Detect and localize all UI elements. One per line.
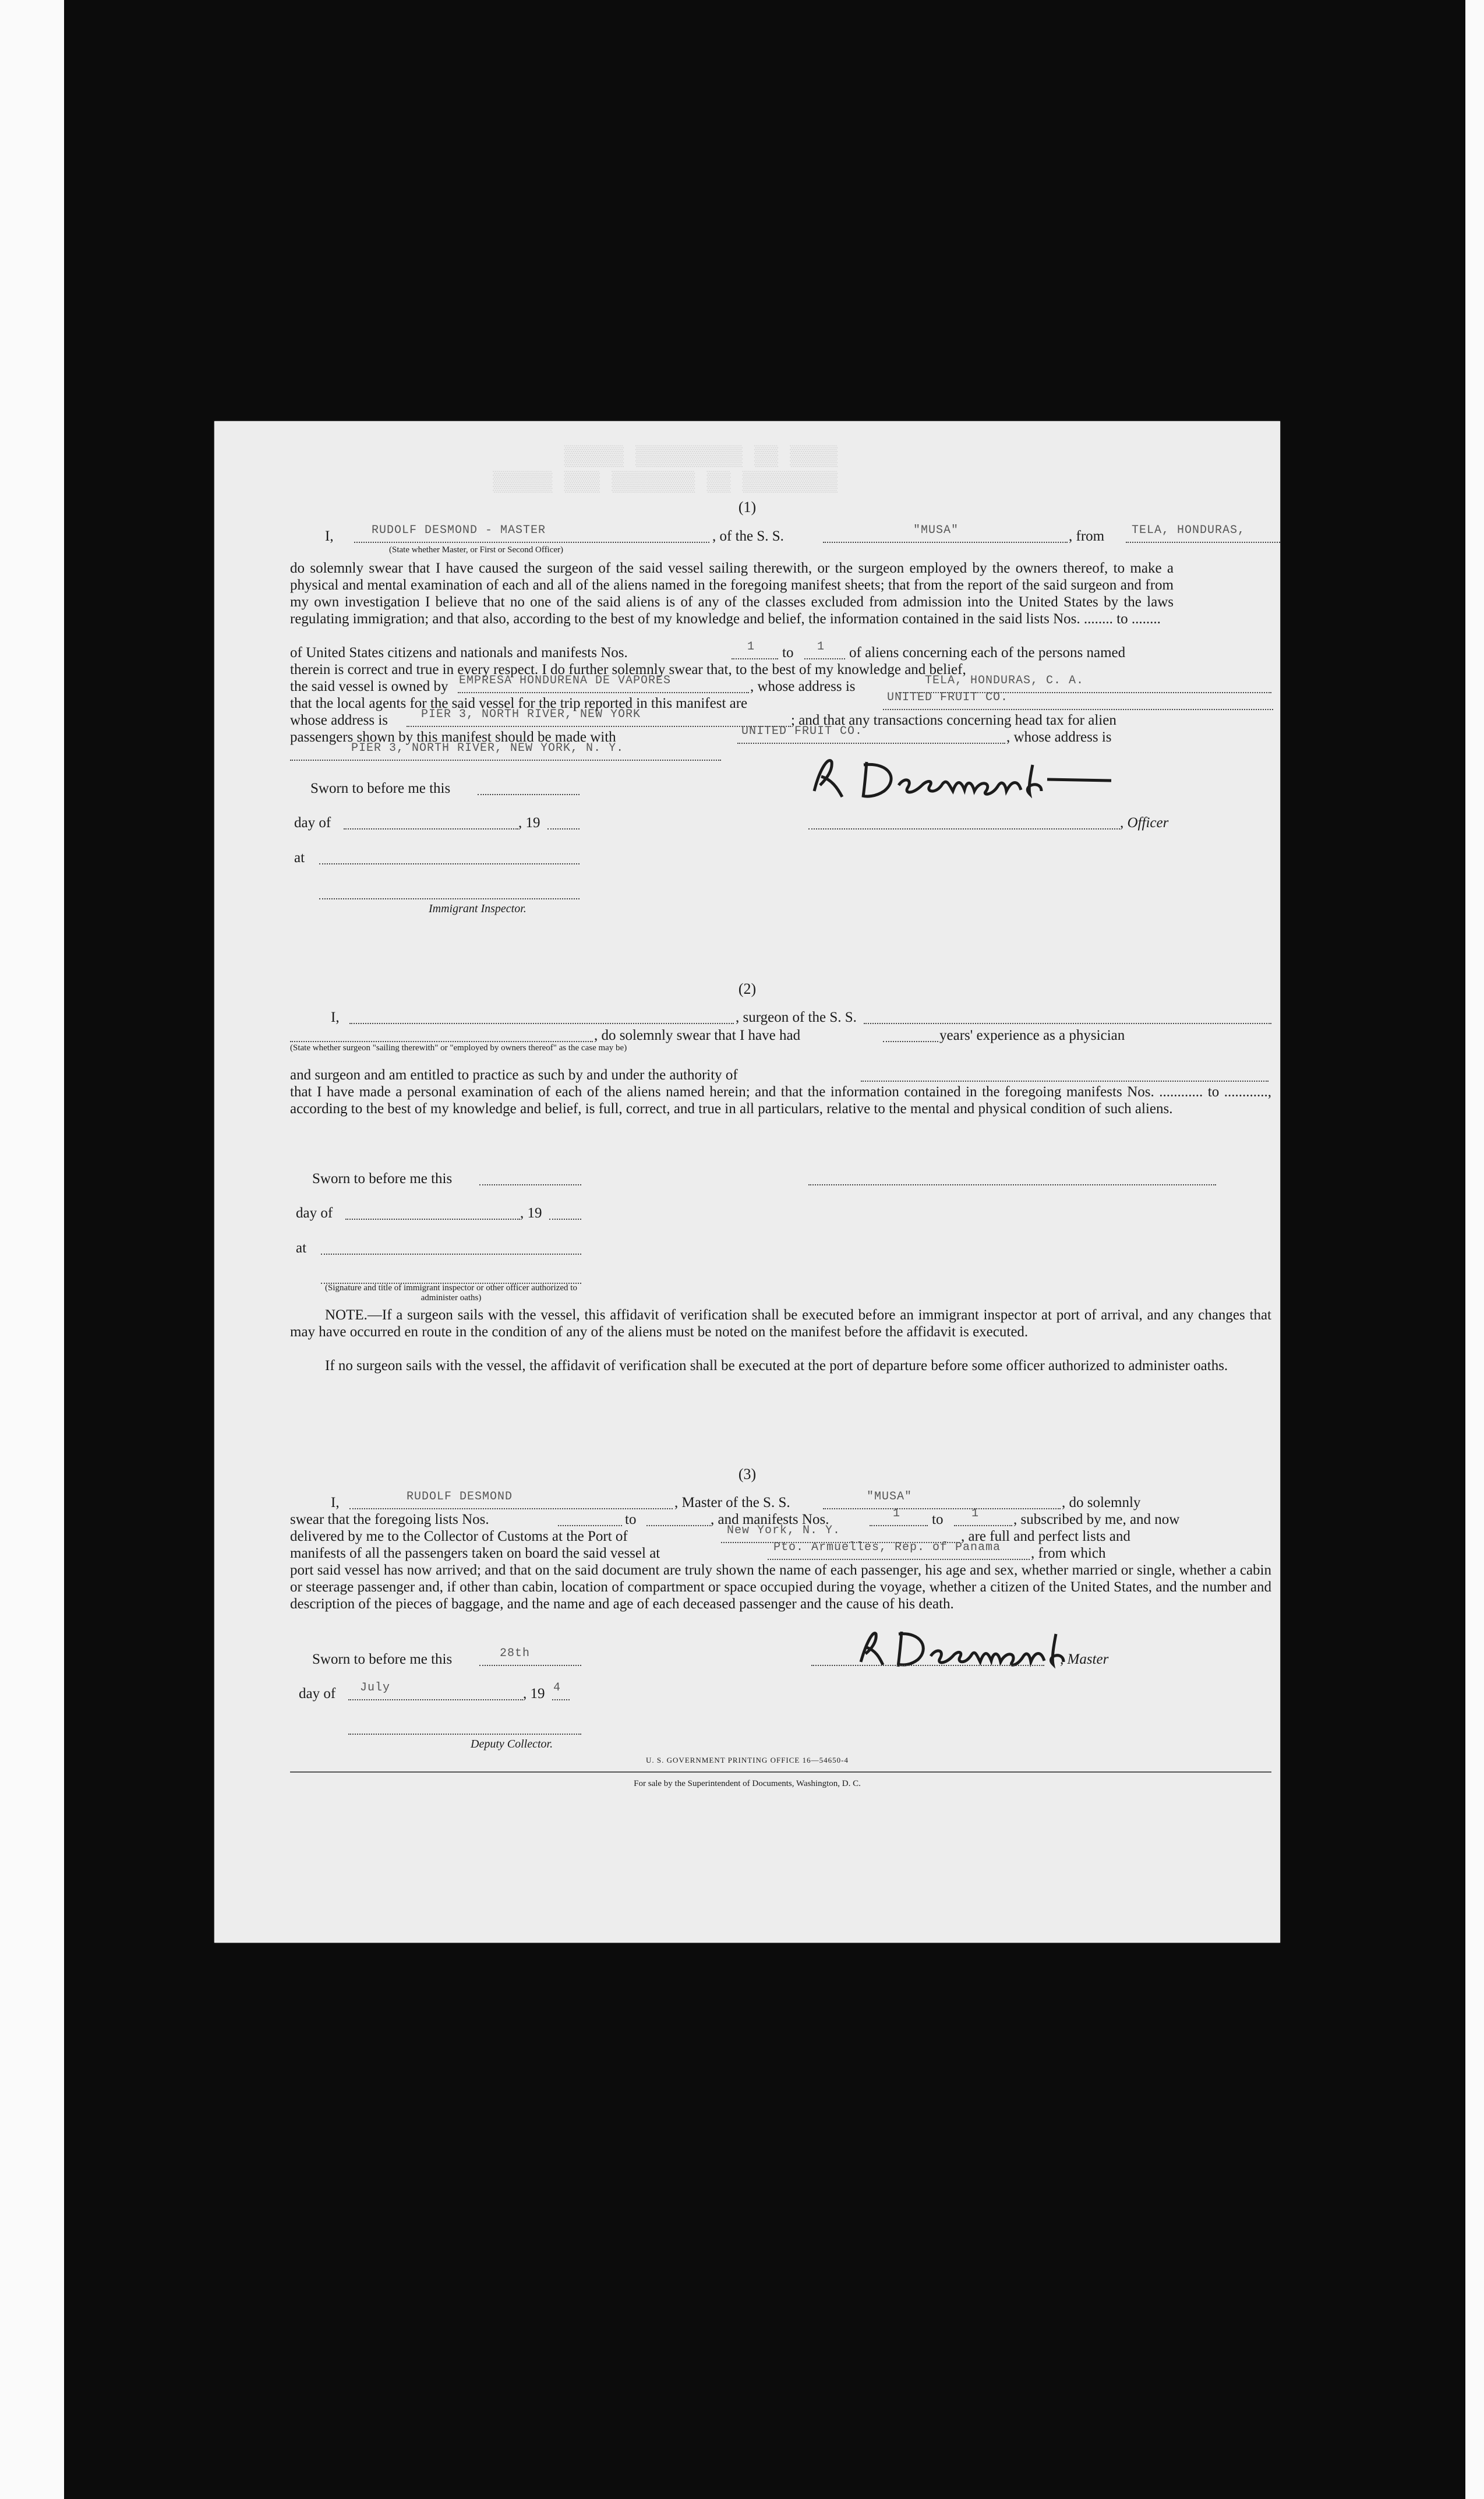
- owned-text-b: , whose address is: [750, 679, 856, 694]
- deputy-signature-line: [348, 1720, 581, 1735]
- agents-address-label: whose address is: [290, 712, 388, 728]
- master-paragraph: port said vessel has now arrived; and that on the said document are truly shown the name of each passenger, his age and sex, whether married or single, whether a cabin or steerage passenger and, if other than cabin, location of compartment or space occupied during the voyage, whether a citizen of the United States, and the number and description of the pieces of baggage, and the name and age of each deceased passenger and the cause of his death.: [290, 1562, 1271, 1612]
- surgeon-of-text: , surgeon of the S. S.: [736, 1010, 857, 1025]
- year-typed: 4: [553, 1681, 561, 1695]
- year-line: [547, 814, 580, 830]
- sworn-line: [479, 1170, 581, 1185]
- at-label: at: [294, 850, 305, 866]
- text-i: I,: [331, 1010, 340, 1025]
- sworn-line: [478, 780, 580, 795]
- at-line: [319, 849, 580, 864]
- inspector-caption: Immigrant Inspector.: [429, 902, 527, 915]
- manifest-to-typed: 1: [971, 1507, 980, 1520]
- for-sale-note: For sale by the Superintendent of Documents, Washington, D. C.: [634, 1779, 861, 1788]
- subscribed-text: , subscribed by me, and now: [1013, 1512, 1180, 1527]
- passengers-agent-typed: UNITED FRUIT CO.: [741, 725, 863, 738]
- manifest-to-typed: 1: [817, 640, 825, 654]
- sworn-label: Sworn to before me this: [310, 781, 451, 796]
- printing-office-imprint: U. S. GOVERNMENT PRINTING OFFICE 16—54650-4: [646, 1756, 849, 1764]
- scan-margin-left: [0, 0, 64, 2499]
- text-to: to: [782, 645, 794, 661]
- at-line: [321, 1240, 581, 1255]
- master-of-text: , Master of the S. S.: [674, 1495, 790, 1510]
- ship-name-typed: "MUSA": [913, 524, 959, 537]
- manifests-text-a: of United States citizens and nationals and manifests Nos.: [290, 645, 628, 661]
- affidavit-page: [214, 421, 1280, 1943]
- lists-text: swear that the foregoing lists Nos.: [290, 1512, 489, 1527]
- collector-text: delivered by me to the Collector of Customs at the Port of: [290, 1529, 628, 1544]
- passengers-address-typed: PIER 3, NORTH RIVER, NEW YORK, N. Y.: [351, 742, 624, 755]
- year-label: , 19: [520, 1205, 542, 1221]
- day-of-line: [344, 814, 518, 830]
- officer-caption: (Signature and title of immigrant inspector or other officer authorized to administer oaths): [325, 1283, 577, 1303]
- surgeon-paragraph: that I have made a personal examination of each of the aliens named herein; and that the information contained in the foregoing manifests Nos. ............ to ............, according to the best of my knowledge and belief, is full, correct, and true in all particulars, relative to the mental and physical condition of such aliens.: [290, 1084, 1271, 1117]
- lists-to-line: [646, 1511, 711, 1526]
- master-name-caption: (State whether Master, or First or Second Officer): [389, 545, 564, 555]
- officer-label: , Officer: [1120, 815, 1169, 831]
- head-tax-text: ; and that any transactions concerning head tax for alien: [791, 712, 1116, 728]
- ship-name-typed: "MUSA": [867, 1490, 913, 1503]
- master-signature-line: [811, 1651, 1044, 1666]
- surgeon-ship-line: [864, 1009, 1271, 1024]
- note-paragraph-2: If no surgeon sails with the vessel, the affidavit of verification shall be executed at the port of departure before some officer authorized to administer oaths.: [325, 1358, 1228, 1374]
- sworn-label: Sworn to before me this: [312, 1651, 453, 1667]
- master-name-typed: RUDOLF DESMOND: [407, 1490, 513, 1503]
- officer-signature-line: [808, 814, 1120, 830]
- sworn-line: [479, 1651, 581, 1666]
- owner-typed: EMPRESA HONDURENA DE VAPORES: [459, 674, 672, 687]
- year-label: , 19: [523, 1686, 545, 1702]
- year-label: , 19: [518, 815, 540, 831]
- lists-to-text: to: [625, 1512, 637, 1527]
- master-name-typed: RUDOLF DESMOND - MASTER: [372, 524, 546, 537]
- sworn-label: Sworn to before me this: [312, 1171, 453, 1187]
- officer-signature: [797, 744, 1123, 809]
- month-typed: July: [360, 1681, 391, 1695]
- surgeon-type-caption: (State whether surgeon "sailing therewith" or "employed by owners thereof" as the case may be): [290, 1043, 627, 1053]
- ship-name-line: [823, 1494, 1061, 1509]
- sworn-day-typed: 28th: [500, 1647, 531, 1660]
- passengers-text-a: passengers shown by this manifest should be made with: [290, 729, 616, 745]
- text-from: , from: [1069, 528, 1105, 544]
- from-which-text: , from which: [1031, 1545, 1106, 1561]
- text-i: I,: [331, 1495, 340, 1510]
- passengers-text-b: , whose address is: [1006, 729, 1112, 745]
- section-number: (1): [738, 499, 757, 516]
- do-solemnly-text: , do solemnly: [1062, 1495, 1141, 1510]
- text-of-ss: , of the S. S.: [712, 528, 784, 544]
- authority-line: [861, 1067, 1269, 1082]
- swear-text: , do solemnly swear that I have had: [594, 1028, 801, 1043]
- from-port-typed: TELA, HONDURAS,: [1132, 524, 1246, 537]
- boarded-port-typed: Pto. Armuelles, Rep. of Panama: [773, 1541, 1001, 1554]
- at-label: at: [296, 1240, 307, 1256]
- scan-margin-right: [1465, 0, 1484, 2499]
- manifest-from-typed: 1: [747, 640, 755, 654]
- day-of-line: [345, 1205, 520, 1220]
- oath-paragraph-1: do solemnly swear that I have caused the surgeon of the said vessel sailing therewith, or the surgeon employed by the owners thereof, to make a physical and mental examination of each and all of the aliens named in the foregoing manifest sheets; that from the report of the said surgeon and from my own investigation I believe that no one of the said aliens is of any of the classes excluded from admission into the United States by the laws regulating immigration; and that also, according to the best of my knowledge and belief, the information contained in the said lists Nos. ........ to ........: [290, 560, 1174, 627]
- owned-text-a: the said vessel is owned by: [290, 679, 448, 694]
- surgeon-name-line: [349, 1009, 734, 1024]
- lists-from-line: [558, 1511, 622, 1526]
- agents-address-typed: PIER 3, NORTH RIVER, NEW YORK: [421, 708, 641, 721]
- full-lists-text: , are full and perfect lists and: [961, 1529, 1130, 1544]
- years-line: [883, 1027, 938, 1042]
- authority-text: and surgeon and am entitled to practice as such by and under the authority of: [290, 1067, 738, 1083]
- section-number: (2): [738, 980, 757, 997]
- day-of-label: day of: [294, 815, 331, 831]
- footer-rule: [290, 1771, 1271, 1773]
- day-of-label: day of: [296, 1205, 333, 1221]
- day-of-label: day of: [299, 1686, 336, 1702]
- owner-address-typed: TELA, HONDURAS, C. A.: [925, 674, 1084, 687]
- deputy-caption: Deputy Collector.: [471, 1738, 553, 1750]
- manifest-from-typed: 1: [893, 1507, 901, 1520]
- agents-text: that the local agents for the said vessel for the trip reported in this manifest are: [290, 696, 748, 711]
- surgeon-signature-line: [808, 1170, 1216, 1185]
- surgeon-type-line: [290, 1027, 593, 1042]
- years-text: years' experience as a physician: [939, 1028, 1125, 1043]
- boarded-text: manifests of all the passengers taken on board the said vessel at: [290, 1545, 660, 1561]
- port-typed: New York, N. Y.: [727, 1524, 841, 1537]
- manifests-text: , and manifests Nos.: [711, 1512, 829, 1527]
- year-line: [549, 1205, 581, 1220]
- inspector-signature-line: [319, 884, 580, 899]
- oath-line-respect: therein is correct and true in every respect. I do further solemnly swear that, to the best of my knowledge and belief,: [290, 662, 966, 677]
- master-label: , Master: [1060, 1651, 1109, 1667]
- manifest-to-text: to: [932, 1512, 944, 1527]
- manifests-text-b: of aliens concerning each of the persons named: [849, 645, 1126, 661]
- reverse-side-bleedthrough: ▒▒▒▒ ▒▒ ▒▒▒▒▒▒▒▒▒ ▒▒▒▒▒ ▒▒▒▒▒▒▒▒ ▒▒ ▒▒▒▒▒▒▒ ▒▒▒ ▒▒▒▒▒: [493, 446, 838, 494]
- manifest-to-line: [954, 1511, 1012, 1526]
- text-i: I,: [325, 528, 334, 544]
- section-number: (3): [738, 1466, 757, 1483]
- agents-typed: UNITED FRUIT CO.: [887, 691, 1009, 704]
- note-paragraph-1: NOTE.—If a surgeon sails with the vessel, this affidavit of verification shall be executed before an immigrant inspector at port of arrival, and any changes that may have occurred en route in the condition of any of the aliens must be noted on the manifest before the affidavit is executed.: [290, 1307, 1271, 1340]
- officer-signature-line: [321, 1269, 581, 1284]
